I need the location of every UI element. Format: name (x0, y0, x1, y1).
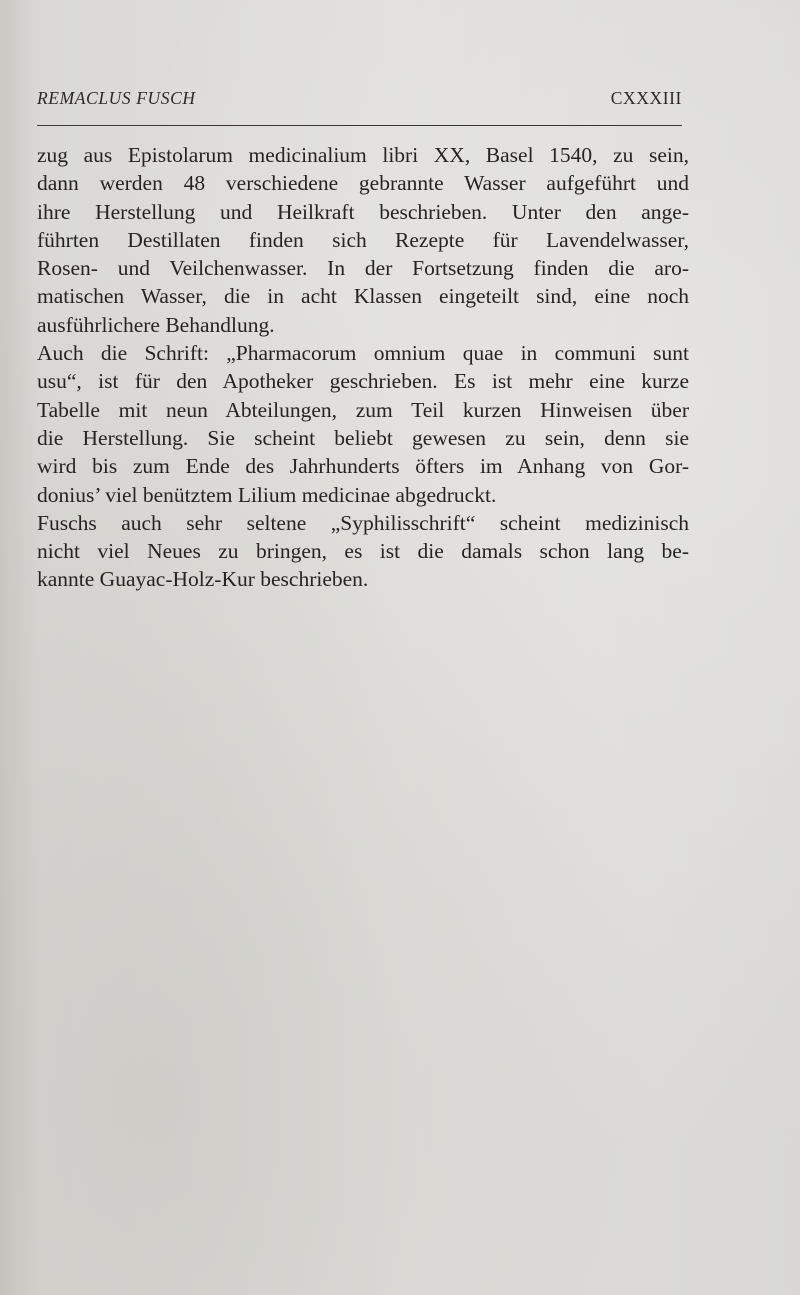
text-line: usu“, ist für den Apotheker geschrieben. Es ist mehr eine kurze (37, 369, 689, 394)
running-title: REMACLUS FUSCH (37, 88, 196, 108)
text-line: ausführlichere Behandlung. (37, 312, 275, 337)
body-text (37, 141, 689, 594)
text-line: nicht viel Neues zu bringen, es ist die damals schon lang be- (37, 539, 689, 564)
text-line: Rosen- und Veilchenwasser. In der Fortsetzung finden die aro- (37, 256, 689, 281)
text-line: wird bis zum Ende des Jahrhunderts öfters im Anhang von Gor- (37, 454, 689, 479)
text-line: donius’ viel benütztem Lilium medicinae abgedruckt. (37, 482, 497, 507)
text-line: Tabelle mit neun Abteilungen, zum Teil kurzen Hinweisen über (37, 397, 689, 422)
text-line: dann werden 48 verschiedene gebrannte Wasser aufgeführt und (37, 171, 689, 196)
text-line: Fuschs auch sehr seltene „Syphilisschrift“ scheint medizinisch (37, 510, 689, 535)
header-rule (37, 125, 682, 126)
text-line: Auch die Schrift: „Pharmacorum omnium quae in communi sunt (37, 341, 689, 366)
text-line: ihre Herstellung und Heilkraft beschrieben. Unter den ange- (37, 199, 689, 224)
text-line: kannte Guayac-Holz-Kur beschrieben. (37, 567, 369, 592)
text-line: die Herstellung. Sie scheint beliebt gewesen zu sein, denn sie (37, 425, 689, 450)
page-number: CXXXIII (610, 88, 682, 108)
text-line: zug aus Epistolarum medicinalium libri XX, Basel 1540, zu sein, (37, 143, 689, 167)
running-head (37, 88, 682, 118)
text-line: führten Destillaten finden sich Rezepte für Lavendelwasser, (37, 227, 689, 252)
text-line: matischen Wasser, die in acht Klassen eingeteilt sind, eine noch (37, 284, 689, 309)
